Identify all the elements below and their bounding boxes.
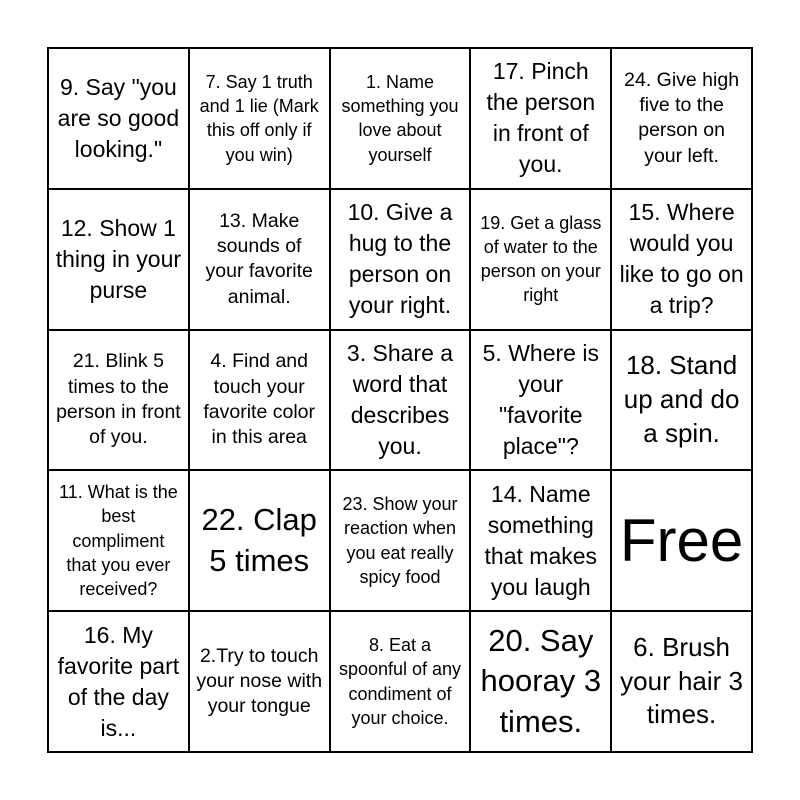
bingo-cell[interactable]: 14. Name something that makes you laugh xyxy=(470,470,611,611)
bingo-cell[interactable]: 10. Give a hug to the person on your right. xyxy=(330,189,471,330)
free-space[interactable]: Free xyxy=(611,470,752,611)
bingo-cell[interactable]: 21. Blink 5 times to the person in front of you. xyxy=(48,330,189,471)
bingo-cell[interactable]: 13. Make sounds of your favorite animal. xyxy=(189,189,330,330)
bingo-cell[interactable]: 18. Stand up and do a spin. xyxy=(611,330,752,471)
bingo-cell[interactable]: 12. Show 1 thing in your purse xyxy=(48,189,189,330)
bingo-cell[interactable]: 24. Give high five to the person on your left. xyxy=(611,48,752,189)
bingo-board xyxy=(47,47,753,753)
bingo-cell[interactable]: 17. Pinch the person in front of you. xyxy=(470,48,611,189)
bingo-cell[interactable]: 7. Say 1 truth and 1 lie (Mark this off only if you win) xyxy=(189,48,330,189)
bingo-cell[interactable]: 19. Get a glass of water to the person on your right xyxy=(470,189,611,330)
bingo-cell[interactable]: 20. Say hooray 3 times. xyxy=(470,611,611,752)
bingo-cell[interactable]: 23. Show your reaction when you eat really spicy food xyxy=(330,470,471,611)
bingo-cell[interactable]: 4. Find and touch your favorite color in this area xyxy=(189,330,330,471)
bingo-cell[interactable]: 22. Clap 5 times xyxy=(189,470,330,611)
bingo-cell[interactable]: 8. Eat a spoonful of any condiment of your choice. xyxy=(330,611,471,752)
bingo-cell[interactable]: 6. Brush your hair 3 times. xyxy=(611,611,752,752)
bingo-cell[interactable]: 11. What is the best compliment that you ever received? xyxy=(48,470,189,611)
bingo-cell[interactable]: 9. Say "you are so good looking." xyxy=(48,48,189,189)
bingo-cell[interactable]: 16. My favorite part of the day is... xyxy=(48,611,189,752)
bingo-cell[interactable]: 1. Name something you love about yourself xyxy=(330,48,471,189)
bingo-cell[interactable]: 5. Where is your "favorite place"? xyxy=(470,330,611,471)
bingo-cell[interactable]: 15. Where would you like to go on a trip? xyxy=(611,189,752,330)
bingo-cell[interactable]: 3. Share a word that describes you. xyxy=(330,330,471,471)
bingo-cell[interactable]: 2.Try to touch your nose with your tongue xyxy=(189,611,330,752)
